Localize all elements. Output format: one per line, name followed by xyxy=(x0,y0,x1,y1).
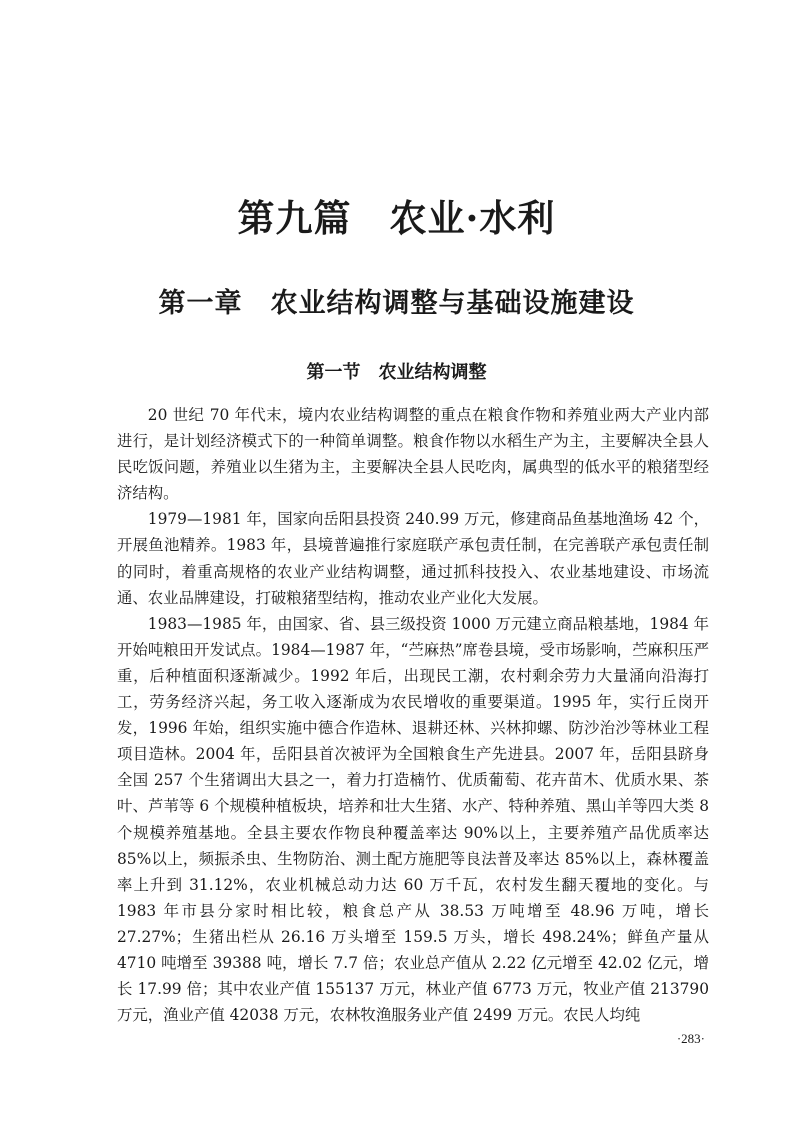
body-text xyxy=(117,402,709,1028)
paragraph: 1983—1985 年，由国家、省、县三级投资 1000 万元建立商品粮基地，1984 年开始吨粮田开发试点。1984—1987 年，“苎麻热”席卷县境，受市场影响，苎麻积压严重，后种植面积逐渐减少。1992 年后，出现民工潮，农村剩余劳力大量涌向沿海打工，劳务经济兴起，务工收入逐渐成为农民增收的重要渠道。1995 年，实行丘岗开发，1996 年始，组织实施中德合作造林、退耕还林、兴林抑螺、防沙治沙等林业工程项目造林。2004 年，岳阳县首次被评为全国粮食生产先进县。2007 年，岳阳县跻身全国 257 个生猪调出大县之一，着力打造楠竹、优质葡萄、花卉苗木、优质水果、茶叶、芦苇等 6 个规模种植板块，培养和壮大生猪、水产、特种养殖、黑山羊等四大类 8 个规模养殖基地。全县主要农作物良种覆盖率达 90%以上，主要养殖产品优质率达 85%以上，频振杀虫、生物防治、测土配方施肥等良法普及率达 85%以上，森林覆盖率上升到 31.12%，农业机械总动力达 60 万千瓦，农村发生翻天覆地的变化。与 1983 年市县分家时相比较，粮食总产从 38.53 万吨增至 48.96 万吨，增长 27.27%；生猪出栏从 26.16 万头增至 159.5 万头，增长 498.24%；鲜鱼产量从 4710 吨增至 39388 吨，增长 7.7 倍；农业总产值从 2.22 亿元增至 42.02 亿元，增长 17.99 倍；其中农业产值 155137 万元，林业产值 6773 万元，牧业产值 213790 万元，渔业产值 42038 万元，农林牧渔服务业产值 2499 万元。农民人均纯 xyxy=(117,614,709,1025)
paragraph: 1979—1981 年，国家向岳阳县投资 240.99 万元，修建商品鱼基地渔场 42 个，开展鱼池精养。1983 年，县境普遍推行家庭联产承包责任制，在完善联产承包责任制的同时，着重高规格的农业产业结构调整，通过抓科技投入、农业基地建设、市场流通、农业品牌建设，打破粮猪型结构，推动农业产业化大发展。 xyxy=(117,510,709,607)
section-title: 第一节 农业结构调整 xyxy=(306,362,487,383)
paragraph: 20 世纪 70 年代末，境内农业结构调整的重点在粮食作物和养殖业两大产业内部进行，是计划经济模式下的一种简单调整。粮食作物以水稻生产为主，主要解决全县人民吃饭问题，养殖业以生猪为主，主要解决全县人民吃肉，属典型的低水平的粮猪型经济结构。 xyxy=(117,406,709,503)
chapter-title: 第一章 农业结构调整与基础设施建设 xyxy=(158,288,635,319)
page-number: ·283· xyxy=(676,1031,705,1046)
part-title: 第九篇 农业·水利 xyxy=(237,196,556,240)
